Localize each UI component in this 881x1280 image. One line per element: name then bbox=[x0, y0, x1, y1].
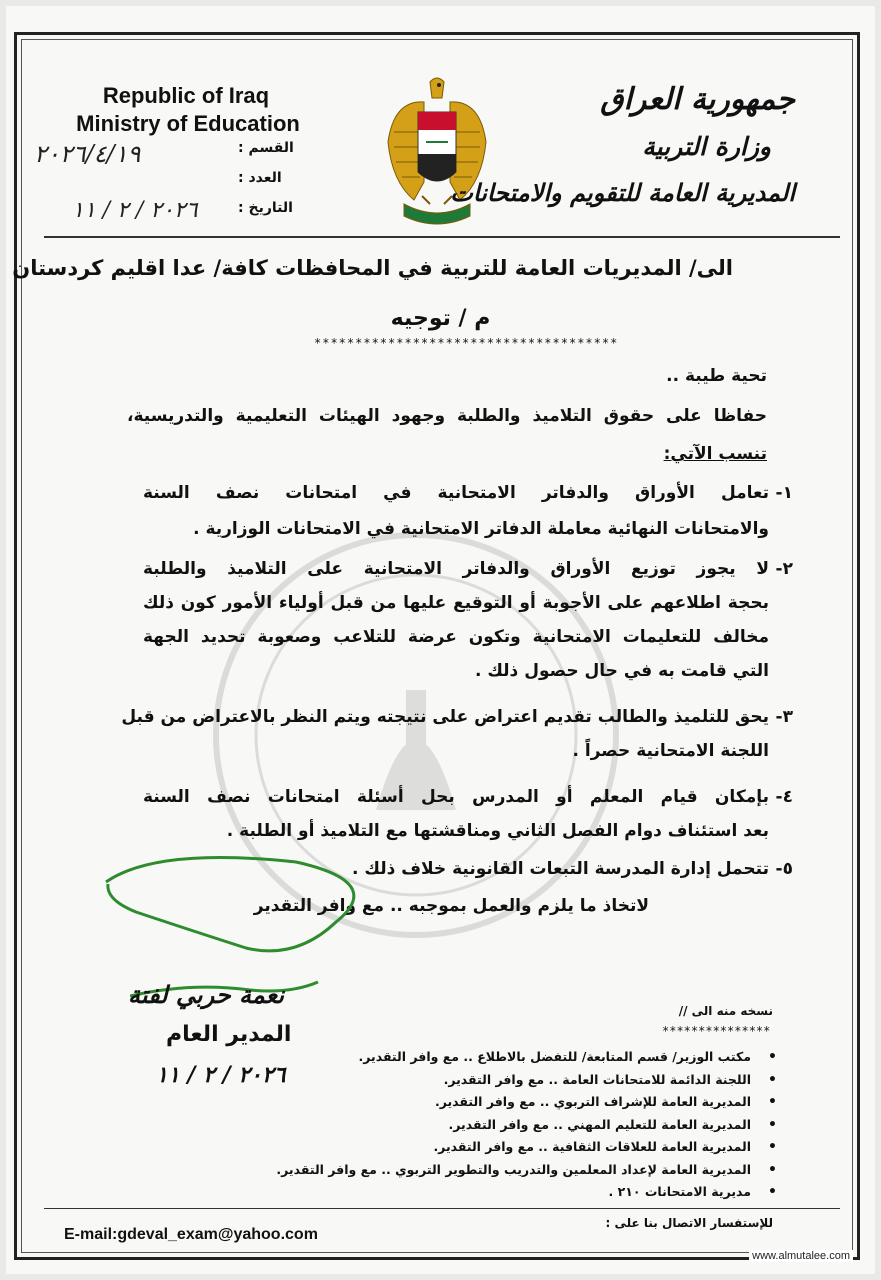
item-line: لا يجوز توزيع الأوراق والدفاتر الامتحانية على التلاميذ والطلبة bbox=[143, 559, 769, 579]
footer-divider bbox=[44, 1208, 840, 1209]
subject-line: م / توجيه bbox=[390, 306, 491, 331]
intro-paragraph: حفاظا على حقوق التلاميذ والطلبة وجهود الهيئات التعليمية والتدريسية، bbox=[127, 406, 767, 426]
handwritten-section-value: ٢٠٢٦/٤/١٩ bbox=[34, 140, 141, 168]
handwritten-date-value: ٢٠٢٦ / ٢ / ١١ bbox=[72, 198, 198, 223]
subject-stars: ************************************* bbox=[314, 336, 619, 350]
header-directorate-ar: المديرية العامة للتقويم والامتحانات bbox=[450, 178, 795, 207]
copy-recipient: • المديرية العامة للعلاقات الثقافية .. مع وافر التقدير. bbox=[276, 1136, 751, 1159]
signatory-name: نعمة حربي لفتة bbox=[128, 980, 285, 1009]
instruction-label: تنسب الآتي: bbox=[663, 444, 767, 464]
copies-stars: *************** bbox=[662, 1024, 771, 1038]
site-watermark: www.almutalee.com bbox=[749, 1250, 853, 1262]
list-item-1 bbox=[143, 482, 793, 540]
greeting: تحية طيبة .. bbox=[666, 366, 767, 386]
number-label: العدد : bbox=[238, 170, 282, 186]
item-number: ٣- bbox=[775, 707, 793, 727]
copy-recipient: • مكتب الوزير/ قسم المتابعة/ للتفضل بالاطلاع .. مع وافر التقدير. bbox=[276, 1046, 751, 1069]
item-line: بحجة اطلاعهم على الأجوبة أو التوقيع عليها من قبل أولياء الأمور كون ذلك bbox=[143, 593, 769, 613]
header-country-ar: جمهورية العراق bbox=[600, 82, 795, 117]
copies-heading: نسخه منه الى // bbox=[678, 1004, 773, 1018]
item-line: اللجنة الامتحانية حصراً . bbox=[572, 741, 769, 761]
item-line: مخالف للتعليمات الامتحانية وتكون عرضة للتلاعب وصعوبة تحديد الجهة bbox=[143, 627, 769, 647]
item-number: ٢- bbox=[775, 559, 793, 579]
header-divider bbox=[44, 236, 840, 238]
list-item-3 bbox=[121, 706, 793, 762]
addressee-line: الى/ المديريات العامة للتربية في المحافظات كافة/ عدا اقليم كردستان bbox=[12, 256, 733, 280]
copy-recipient: • مديرية الامتحانات ٢١٠ . bbox=[276, 1181, 751, 1204]
inquiry-label: للإستفسار الاتصال بنا على : bbox=[605, 1216, 773, 1230]
signatory-title: المدير العام bbox=[166, 1022, 292, 1047]
header-country-en: Republic of Iraq bbox=[102, 83, 270, 108]
signature-scribble bbox=[96, 852, 386, 962]
list-item-2 bbox=[143, 558, 793, 682]
contact-email: E-mail:gdeval_exam@yahoo.com bbox=[64, 1226, 318, 1243]
item-line: التي قامت به في حال حصول ذلك . bbox=[474, 661, 769, 681]
list-item-4 bbox=[143, 786, 793, 842]
item-line: تتحمل إدارة المدرسة التبعات القانونية خلاف ذلك . bbox=[352, 859, 769, 879]
iraq-eagle-emblem-icon bbox=[384, 72, 490, 232]
copy-recipient: • اللجنة الدائمة للامتحانات العامة .. مع وافر التقدير. bbox=[276, 1069, 751, 1092]
closing-line: لاتخاذ ما يلزم والعمل بموجبه .. مع وافر التقدير bbox=[253, 896, 649, 916]
item-line: بعد استئناف دوام الفصل الثاني ومناقشتها مع التلاميذ أو الطلبة . bbox=[226, 821, 769, 841]
item-line: يحق للتلميذ والطالب تقديم اعتراض على نتيجته ويتم النظر بالاعتراض من قبل bbox=[121, 707, 769, 727]
header-ministry-ar: وزارة التربية bbox=[642, 132, 771, 161]
copies-list bbox=[276, 1046, 751, 1204]
copy-recipient: • المديرية العامة للتعليم المهني .. مع وافر التقدير. bbox=[276, 1114, 751, 1137]
item-line: تعامل الأوراق والدفاتر الامتحانية في امتحانات نصف السنة bbox=[143, 483, 769, 503]
header-ministry-en: Ministry of Education bbox=[76, 111, 300, 136]
item-number: ١- bbox=[775, 483, 793, 503]
signature-date: ٢٠٢٦ / ٢ / ١١ bbox=[156, 1062, 286, 1088]
item-number: ٥- bbox=[775, 859, 793, 879]
item-number: ٤- bbox=[775, 787, 793, 807]
date-label: التاريخ : bbox=[238, 200, 293, 216]
section-label: القسم : bbox=[238, 140, 294, 156]
item-line: والامتحانات النهائية معاملة الدفاتر الامتحانية في الامتحانات الوزارية . bbox=[193, 519, 769, 539]
copy-recipient: • المديرية العامة لإعداد المعلمين والتدريب والتطوير التربوي .. مع وافر التقدير. bbox=[276, 1159, 751, 1182]
copy-recipient: • المديرية العامة للإشراف التربوي .. مع وافر التقدير. bbox=[276, 1091, 751, 1114]
item-line: بإمكان قيام المعلم أو المدرس بحل أسئلة امتحانات نصف السنة bbox=[143, 787, 769, 807]
